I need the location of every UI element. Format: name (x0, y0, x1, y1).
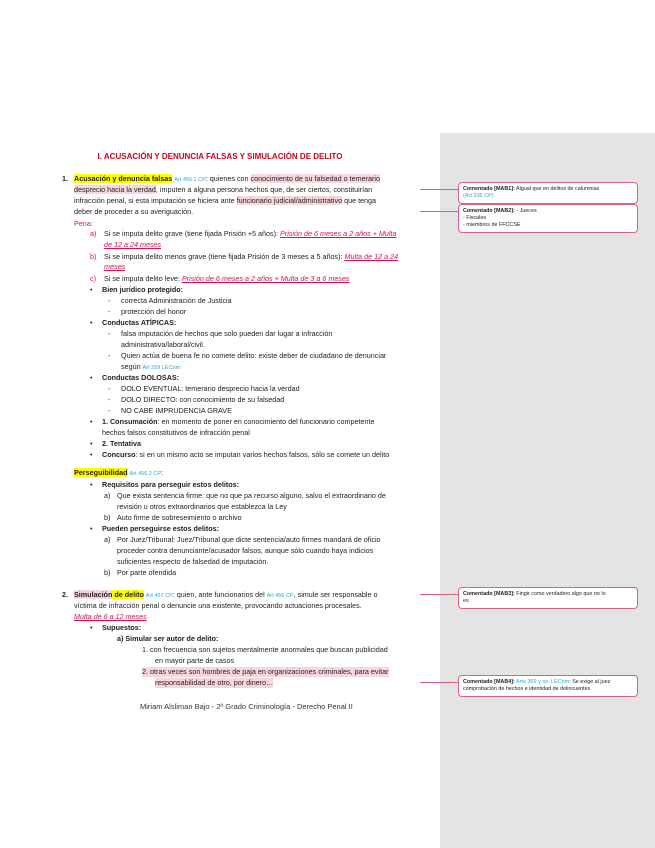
dash-icon: - (108, 296, 111, 305)
bullet-icon: • (90, 524, 93, 533)
section-number: 1. (62, 174, 68, 183)
comment-connector (420, 189, 458, 190)
list-heading: Pueden perseguirse estos delitos: (102, 524, 220, 533)
list-item: Que exista sentencia firme: que no que pa recurso alguno, salvo el extraordinario de (117, 491, 386, 500)
list-item: Auto firme de sobreseimiento o archivo (117, 513, 242, 522)
list-item: Si se imputa delito menos grave (tiene fijada Prisión de 3 meses a 5 años): Multa de 12 a 24 (104, 252, 399, 261)
list-item: protección del honor (121, 307, 187, 316)
dash-icon: - (108, 406, 111, 415)
comment-balloon[interactable]: Comentado [MAB4]: Arts 369 y ss. LECrim: Se exige al juez comprobación de hechos e identidad de delincuentes (458, 675, 638, 697)
comment-connector (420, 594, 458, 595)
list-marker: c) (90, 274, 96, 283)
list-item: DOLO EVENTUAL: temerario desprecio hacia la verdad (121, 384, 300, 393)
list-item-cont: revisión u otros extraordinarios que establezca la Ley (117, 502, 287, 511)
list-item-cont: administrativa/laboral/civil. (121, 340, 205, 349)
bullet-icon: • (90, 318, 93, 327)
comment-balloon[interactable]: Comentado [MAB3]: Fingir como verdadero algo que no lo es (458, 587, 638, 609)
dash-icon: - (108, 351, 111, 360)
section-heading: Acusación y denuncia falsas (74, 174, 173, 183)
list-marker: a) (104, 535, 111, 544)
list-item: Concurso: si en un mismo acto se imputan varios hechos falsos, sólo se comete un delito (102, 450, 390, 459)
list-marker: a) (104, 491, 111, 500)
dash-icon: - (108, 329, 111, 338)
paragraph-line: infracción penal, si esta imputación se hiciera ante funcionario judicial/administrativo que tenga (74, 196, 377, 205)
list-item-cont: proceder contra denunciante/acusador falsos, aunque sólo cuando haya indicios (117, 546, 374, 555)
paragraph-line: Simulación de delito Art 457 CP: quien, ante funcionarios del Art 456 CP, simule ser responsable o (74, 590, 378, 599)
list-item: a) Simular ser autor de delito: (117, 634, 219, 643)
bullet-icon: • (90, 417, 93, 426)
section-number: 2. (62, 590, 68, 599)
list-heading: Conductas ATÍPICAS: (102, 318, 177, 327)
list-marker: b) (90, 252, 97, 261)
list-heading: Bien jurídico protegido: (102, 285, 184, 294)
comment-connector (420, 682, 458, 683)
list-item: Por Juez/Tribunal: Juez/Tribunal que dicte sentencia/auto firmes mandará de oficio (117, 535, 381, 544)
comment-balloon[interactable]: Comentado [MAB2]: - Jueces - Fiscales - miembros de FFCCSE (458, 204, 638, 233)
list-marker: b) (104, 513, 111, 522)
list-item: Por parte ofendida (117, 568, 177, 577)
subsection-heading: Perseguibilidad Art 456.2 CP: (74, 468, 164, 477)
list-heading: Supuestos: (102, 623, 142, 632)
list-item: falsa imputación de hechos que solo pueden dar lugar a infracción (121, 329, 333, 338)
bullet-icon: • (90, 439, 93, 448)
list-item-cont: responsabilidad de otro, por dinero… (155, 678, 274, 687)
list-heading: Requisitos para perseguir estos delitos: (102, 480, 239, 489)
list-item: 1. Consumación: en momento de poner en conocimiento del funcionario competente (102, 417, 375, 426)
bullet-icon: • (90, 480, 93, 489)
list-item: Si se imputa delito leve: Prisión de 6 meses a 2 años + Multa de 3 a 6 meses (104, 274, 350, 283)
sanction-text: de 12 a 24 meses (104, 240, 162, 249)
list-item-cont: hechos falsos constitutivos de infracción penal (102, 428, 250, 437)
list-item: Si se imputa delito grave (tiene fijada Prisión +5 años): Prisión de 6 meses a 2 años + Multa (104, 229, 397, 238)
dash-icon: - (108, 307, 111, 316)
paragraph-line: víctima de infracción penal o denuncie una existente, provocando actuaciones procesales. (74, 601, 362, 610)
dash-icon: - (108, 384, 111, 393)
article-ref: Art 456.1 CP (174, 177, 206, 183)
sanction-text: meses (104, 262, 126, 271)
list-marker: b) (104, 568, 111, 577)
list-item-cont: según Art 259 LECrim (121, 362, 181, 371)
bullet-icon: • (90, 285, 93, 294)
paragraph-line: Acusación y denuncia falsas Art 456.1 CP: quienes con conocimiento de su falsedad o temerario (74, 174, 380, 183)
article-ref: Art 457 CP (145, 593, 173, 599)
bullet-icon: • (90, 373, 93, 382)
bullet-icon: • (90, 623, 93, 632)
list-item-cont: suficientes respecto de falsedad de imputación. (117, 557, 269, 566)
list-marker: a) (90, 229, 97, 238)
list-item-cont: en mayor parte de casos (155, 656, 235, 665)
bullet-icon: • (90, 450, 93, 459)
dash-icon: - (108, 395, 111, 404)
list-item: 2. Tentativa (102, 439, 142, 448)
pena-label: Pena: (74, 219, 93, 228)
comment-connector (420, 211, 458, 212)
article-ref: Art 456 CP (266, 593, 294, 599)
comments-pane (440, 133, 655, 848)
page-footer: Miriam Alsliman Bajo - 2º Grado Criminología - Derecho Penal II (140, 702, 353, 711)
sanction-text: Multa de 6 a 12 meses (74, 612, 147, 621)
list-item: Quien actúa de buena fe no comete delito: existe deber de ciudadano de denunciar (121, 351, 387, 360)
list-item: NO CABE IMPRUDENCIA GRAVE (121, 406, 232, 415)
paragraph-line: desprecio hacia la verdad, imputen a alguna persona hechos que, de ser ciertos, constituirían (74, 185, 373, 194)
list-item: 2. otras veces son hombres de paja en organizaciones criminales, para evitar (142, 667, 389, 676)
article-ref: Art 259 LECrim (142, 365, 181, 371)
comment-balloon[interactable]: Comentado [MAB1]: Algual que en delitos de calumnias (Art 205 CP) (458, 182, 638, 204)
document-title: I. ACUSACIÓN Y DENUNCIA FALSAS Y SIMULACIÓN DE DELITO (97, 152, 343, 161)
list-item: DOLO DIRECTO: con conocimiento de su falsedad (121, 395, 285, 404)
paragraph-line: deber de proceder a su averiguación. (74, 207, 194, 216)
list-item: correcta Administración de Justicia (121, 296, 232, 305)
list-item: 1. con frecuencia son sujetos mentalmente anormales que buscan publicidad (142, 645, 388, 654)
article-ref: Art 456.2 CP (129, 471, 162, 477)
list-heading: Conductas DOLOSAS: (102, 373, 180, 382)
